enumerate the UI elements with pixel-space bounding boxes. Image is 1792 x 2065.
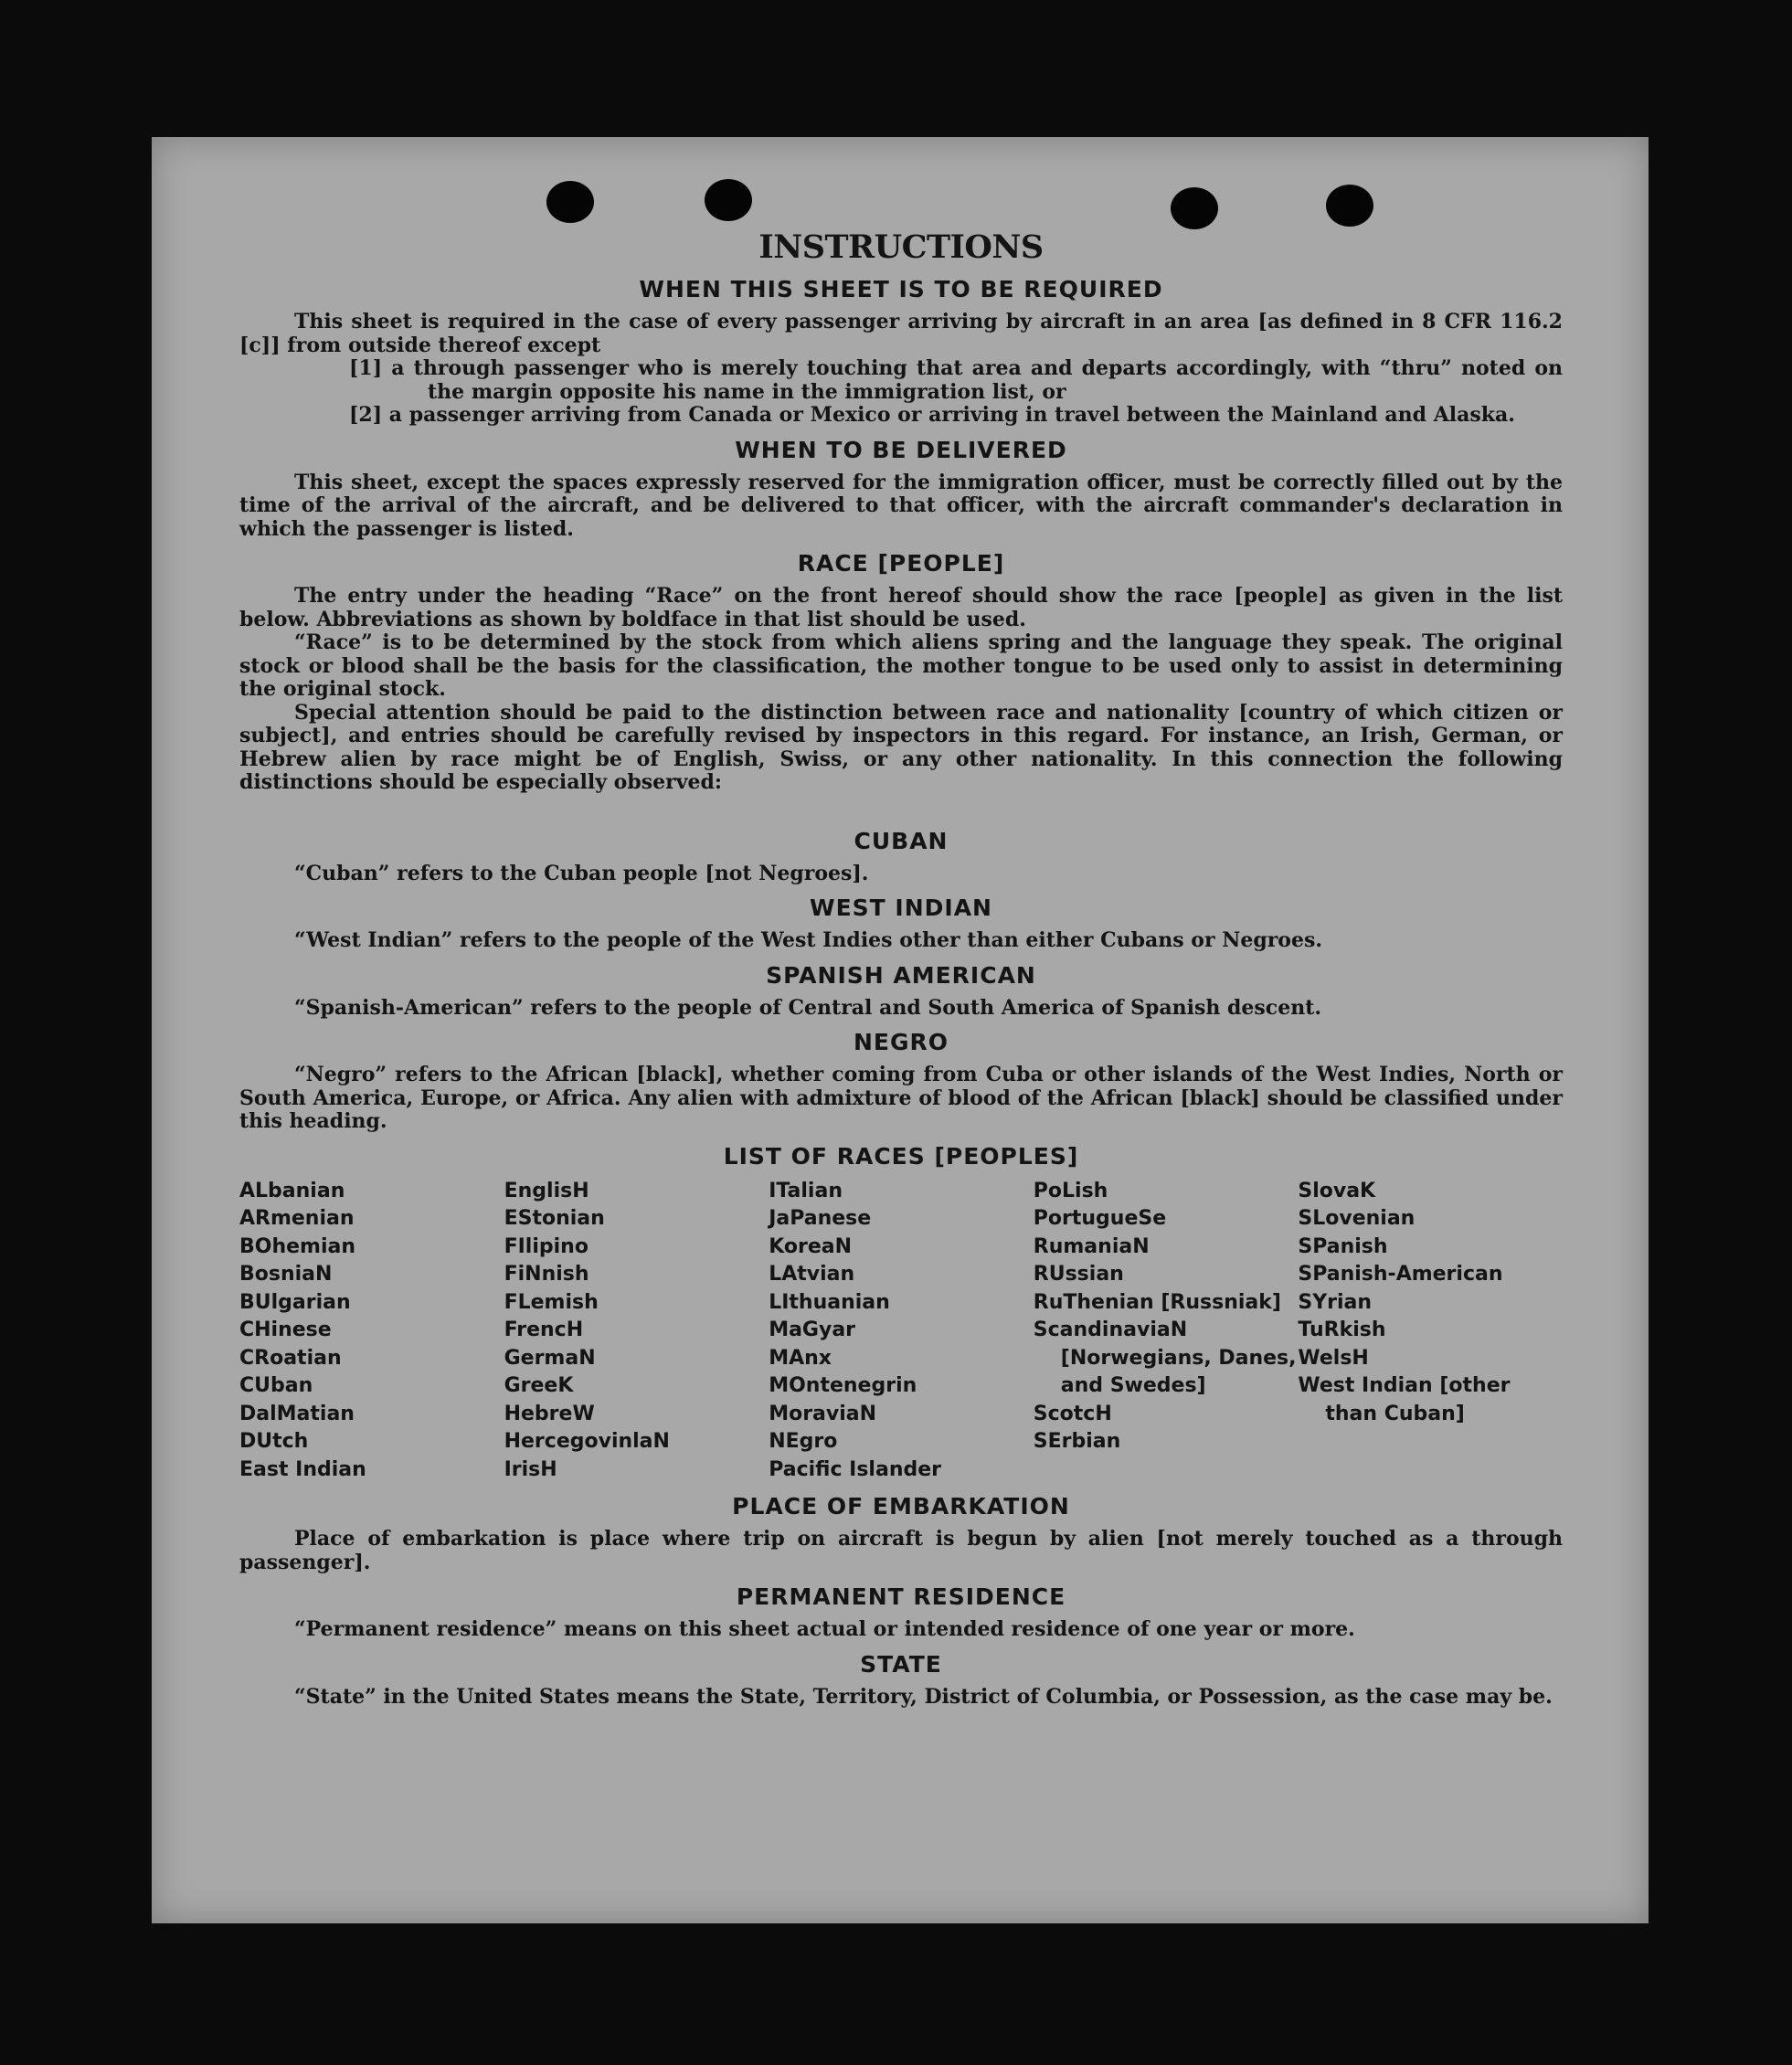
race-item: CUban <box>239 1374 313 1397</box>
state-text: “State” in the United States means the State, Territory, District of Columbia, or Possession, as the case may be. <box>294 1684 1553 1709</box>
races-column-2 <box>504 1178 769 1485</box>
race-item: IrisH <box>504 1457 557 1481</box>
heading-embarkation: PLACE OF EMBARKATION <box>732 1493 1070 1520</box>
race-item: BUlgarian <box>239 1290 351 1314</box>
heading-when-required: WHEN THIS SHEET IS TO BE REQUIRED <box>639 276 1163 302</box>
heading-when-delivered: WHEN TO BE DELIVERED <box>735 436 1067 463</box>
heading-state: STATE <box>860 1650 942 1678</box>
race-item: GreeK <box>504 1374 574 1397</box>
race-item: KoreaN <box>769 1234 852 1258</box>
race-item: EStonian <box>504 1207 605 1230</box>
race-item: SPanish <box>1298 1234 1388 1258</box>
race-item: SPanish-American <box>1298 1263 1503 1286</box>
race-item: GermaN <box>504 1346 596 1370</box>
punch-hole <box>1171 187 1218 229</box>
race-item: East Indian <box>239 1457 366 1481</box>
race-item: PortugueSe <box>1033 1207 1167 1230</box>
race-item: RUssian <box>1033 1263 1124 1286</box>
heading-list-of-races: LIST OF RACES [PEOPLES] <box>723 1142 1079 1170</box>
race-item: CRoatian <box>239 1346 342 1370</box>
races-list <box>239 1178 1563 1485</box>
race-paragraph-3: Special attention should be paid to the distinction between race and nationality [country of which citizen or subject], and entries should be carefully revised by inspectors in this regard. For instance, an Irish, German, or Hebrew alien by race might be of English, Swiss, or any other nationality. In this connection the following distinctions should be especially observed: <box>239 700 1563 794</box>
race-item: RumaniaN <box>1033 1234 1150 1258</box>
delivered-text: This sheet, except the spaces expressly reserved for the immigration officer, must be correctly filled out by the time of the arrival of the aircraft, and be delivered to that officer, with the aircraft commander's declaration in which the passenger is listed. <box>239 470 1563 541</box>
race-item: FiNnish <box>504 1263 589 1286</box>
race-item: WelsH <box>1298 1346 1369 1370</box>
race-item: NEgro <box>769 1430 838 1453</box>
punch-hole <box>705 179 752 221</box>
heading-permanent-residence: PERMANENT RESIDENCE <box>736 1583 1066 1610</box>
punch-hole <box>546 181 594 223</box>
race-item: EnglisH <box>504 1179 589 1202</box>
race-item: PoLish <box>1033 1179 1108 1202</box>
races-column-5 <box>1298 1178 1563 1485</box>
residence-text: “Permanent residence” means on this sheet actual or intended residence of one year or more. <box>294 1617 1355 1641</box>
race-item: West Indian [other than Cuban] <box>1298 1374 1511 1425</box>
race-item: FIlipino <box>504 1234 588 1258</box>
negro-text: “Negro” refers to the African [black], whether coming from Cuba or other islands of the West Indies, North or South America, Europe, or Africa. Any alien with admixture of blood of the African [black] should be classified under this heading. <box>239 1063 1563 1133</box>
race-item: SlovaK <box>1298 1179 1376 1202</box>
race-item: LIthuanian <box>769 1290 890 1314</box>
punch-hole <box>1326 185 1373 227</box>
race-item: MaGyar <box>769 1318 856 1341</box>
race-item: HebreW <box>504 1402 595 1425</box>
race-item: SYrian <box>1298 1290 1373 1314</box>
race-item: DalMatian <box>239 1402 355 1425</box>
race-item: MoraviaN <box>769 1402 877 1425</box>
races-column-4 <box>1034 1178 1299 1485</box>
race-item: HercegovinlaN <box>504 1430 670 1453</box>
heading-spanish-american: SPANISH AMERICAN <box>766 961 1036 989</box>
race-item: SLovenian <box>1298 1207 1416 1230</box>
race-item: FrencH <box>504 1318 584 1341</box>
race-item: MOntenegrin <box>769 1374 917 1397</box>
heading-cuban: CUBAN <box>854 827 949 854</box>
required-item-1: [1] a through passenger who is merely touching that area and departs accordingly, with “thru” noted on the margin opposite his name in the immigration list, or <box>349 356 1563 404</box>
race-item: TuRkish <box>1298 1318 1386 1341</box>
race-item: BosniaN <box>239 1263 333 1286</box>
race-item: BOhemian <box>239 1234 356 1258</box>
race-item: RuThenian [Russniak] <box>1033 1290 1281 1314</box>
races-column-3 <box>769 1178 1034 1485</box>
heading-race: RACE [PEOPLE] <box>797 550 1005 577</box>
heading-negro: NEGRO <box>853 1029 949 1055</box>
race-item: CHinese <box>239 1318 332 1341</box>
race-item: MAnx <box>769 1346 832 1370</box>
race-paragraph-1: The entry under the heading “Race” on the front hereof should show the race [people] as given in the list below. Abbreviations as shown by boldface in that list should be used. <box>239 584 1563 631</box>
race-item: ScandinaviaN [Norwegians, Danes, and Swedes] <box>1033 1318 1297 1397</box>
embarkation-text: Place of embarkation is place where trip on aircraft is begun by alien [not merely touched as a through passenger]. <box>239 1527 1563 1574</box>
required-item-2: [2] a passenger arriving from Canada or Mexico or arriving in travel between the Mainland and Alaska. <box>349 403 1515 427</box>
race-item: FLemish <box>504 1290 599 1314</box>
race-item: DUtch <box>239 1430 309 1453</box>
instructions-content <box>239 228 1563 1709</box>
race-item: Pacific Islander <box>769 1457 942 1481</box>
race-item: ScotcH <box>1033 1402 1112 1425</box>
page-title: INSTRUCTIONS <box>758 228 1044 266</box>
cuban-text: “Cuban” refers to the Cuban people [not Negroes]. <box>294 861 869 885</box>
required-intro: This sheet is required in the case of every passenger arriving by aircraft in an area [as defined in 8 CFR 116.2 [c]] from outside thereof except <box>239 310 1563 357</box>
race-item: ARmenian <box>239 1207 355 1230</box>
race-item: JaPanese <box>769 1207 872 1230</box>
races-column-1 <box>239 1178 504 1485</box>
race-paragraph-2: “Race” is to be determined by the stock from which aliens spring and the language they speak. The original stock or blood shall be the basis for the classification, the mother tongue to be used only to assist in determining the original stock. <box>239 630 1563 701</box>
race-item: ITalian <box>769 1179 843 1202</box>
race-item: ALbanian <box>239 1179 345 1202</box>
document-page <box>152 137 1649 1923</box>
heading-west-indian: WEST INDIAN <box>810 895 992 921</box>
spanish-american-text: “Spanish-American” refers to the people of Central and South America of Spanish descent. <box>294 995 1322 1020</box>
race-item: LAtvian <box>769 1263 855 1286</box>
west-indian-text: “West Indian” refers to the people of the West Indies other than either Cubans or Negroes. <box>294 928 1323 952</box>
race-item: SErbian <box>1033 1430 1121 1453</box>
